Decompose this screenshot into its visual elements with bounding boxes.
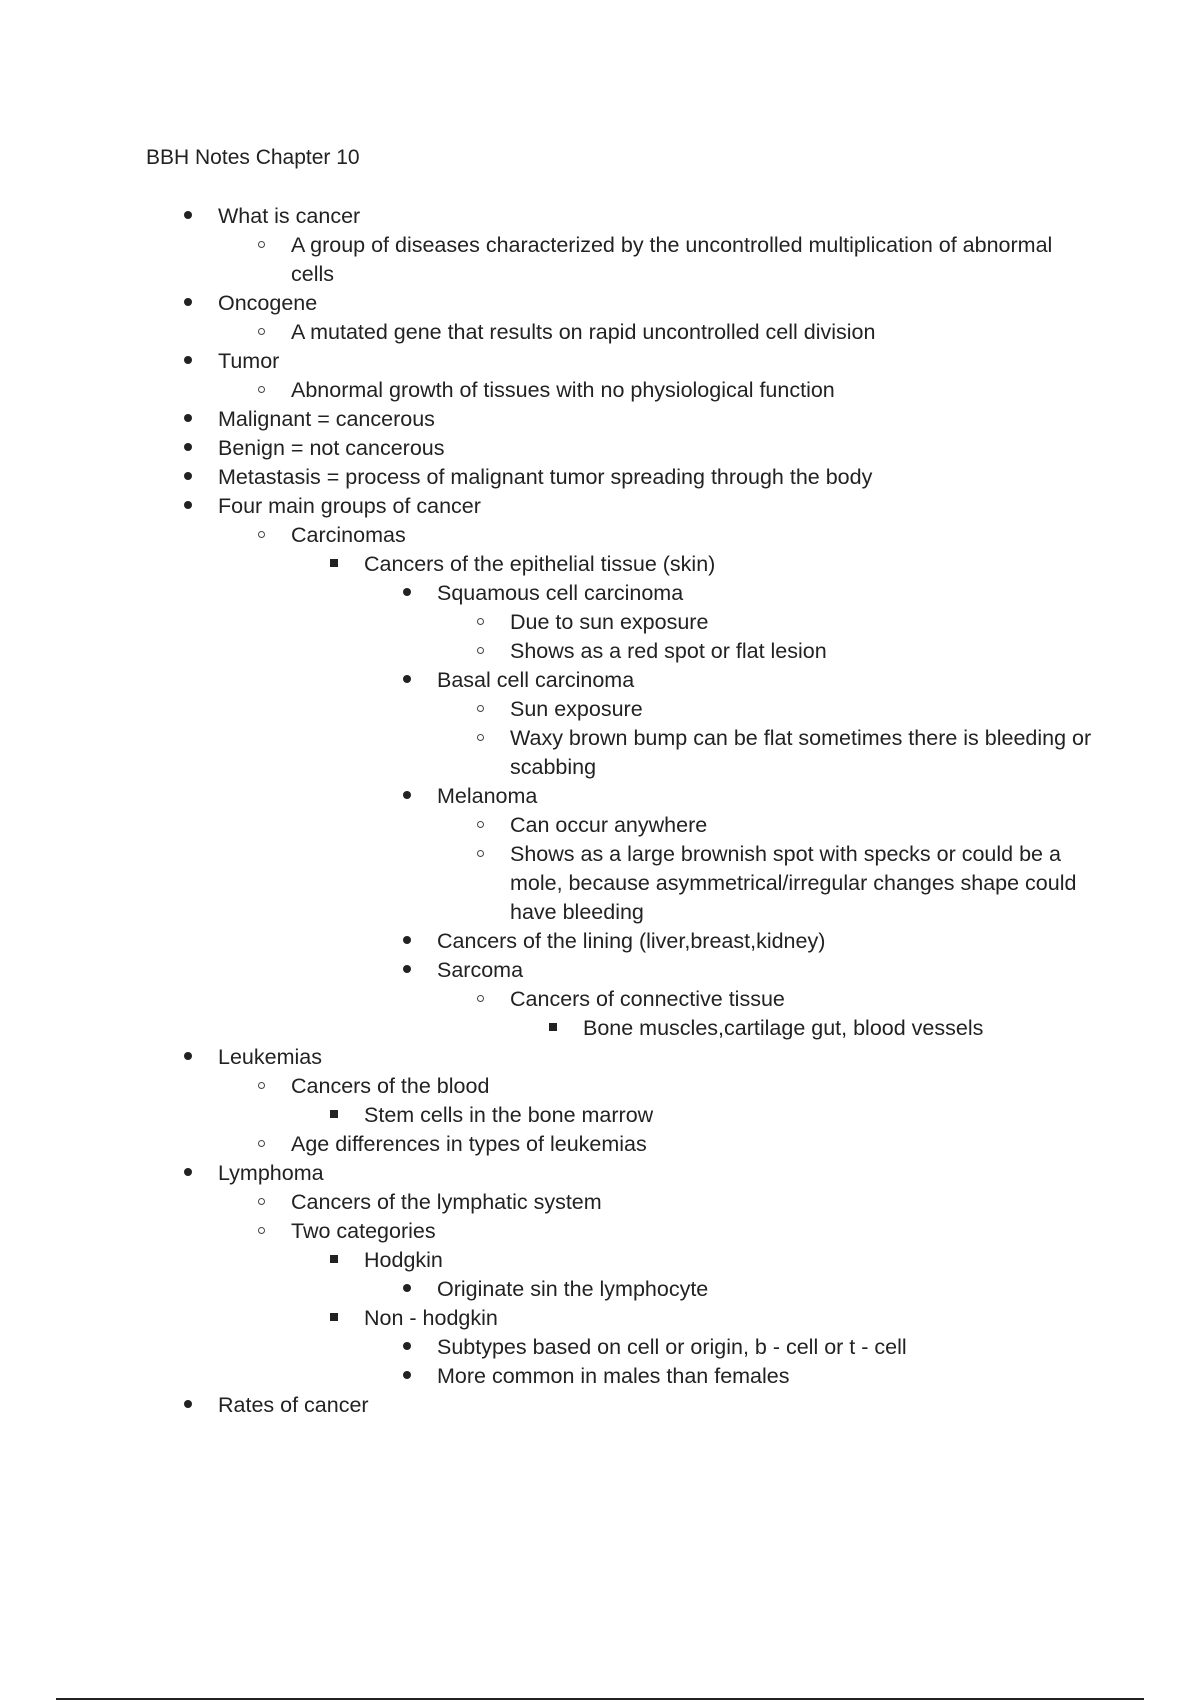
list-item: Squamous cell carcinoma — [0, 579, 1200, 608]
list-item: Cancers of the epithelial tissue (skin) — [0, 550, 1200, 579]
list-item: Shows as a red spot or flat lesion — [0, 637, 1200, 666]
list-item: Waxy brown bump can be flat sometimes there is bleeding or scabbing — [0, 724, 1200, 782]
bullet-square-icon — [324, 1304, 344, 1333]
bullet-circle-icon — [251, 1130, 271, 1159]
bullet-circle-icon — [251, 1188, 271, 1217]
bullet-dot-icon — [397, 927, 417, 956]
bullet-circle-icon — [251, 318, 271, 347]
list-item: Originate sin the lymphocyte — [0, 1275, 1200, 1304]
notes-outline — [0, 202, 1200, 1420]
list-item: Cancers of the lymphatic system — [0, 1188, 1200, 1217]
list-item: Melanoma — [0, 782, 1200, 811]
bullet-circle-icon — [470, 608, 490, 637]
list-item: Sarcoma — [0, 956, 1200, 985]
list-item: Bone muscles,cartilage gut, blood vessels — [0, 1014, 1200, 1043]
list-item: Leukemias — [0, 1043, 1200, 1072]
bullet-circle-icon — [251, 1217, 271, 1246]
list-item: Malignant = cancerous — [0, 405, 1200, 434]
list-item: What is cancer — [0, 202, 1200, 231]
bullet-square-icon — [543, 1014, 563, 1043]
bullet-square-icon — [324, 1101, 344, 1130]
bullet-dot-icon — [397, 956, 417, 985]
bullet-dot-icon — [178, 1391, 198, 1420]
bullet-dot-icon — [178, 347, 198, 376]
bullet-dot-icon — [178, 202, 198, 231]
list-item: Subtypes based on cell or origin, b - cell or t - cell — [0, 1333, 1200, 1362]
bullet-circle-icon — [470, 637, 490, 666]
list-item: More common in males than females — [0, 1362, 1200, 1391]
page-title: BBH Notes Chapter 10 — [146, 146, 360, 169]
bullet-dot-icon — [178, 492, 198, 521]
bullet-dot-icon — [397, 1362, 417, 1391]
list-item: Stem cells in the bone marrow — [0, 1101, 1200, 1130]
list-item: Rates of cancer — [0, 1391, 1200, 1420]
list-item: Carcinomas — [0, 521, 1200, 550]
bullet-square-icon — [324, 550, 344, 579]
bullet-dot-icon — [178, 463, 198, 492]
list-item: Tumor — [0, 347, 1200, 376]
bullet-square-icon — [324, 1246, 344, 1275]
list-item: Abnormal growth of tissues with no physiological function — [0, 376, 1200, 405]
bullet-dot-icon — [178, 1043, 198, 1072]
bullet-circle-icon — [470, 695, 490, 724]
list-item: A group of diseases characterized by the uncontrolled multiplication of abnormal cells — [0, 231, 1200, 289]
bullet-dot-icon — [178, 405, 198, 434]
list-item: Basal cell carcinoma — [0, 666, 1200, 695]
bullet-circle-icon — [470, 840, 490, 869]
bullet-circle-icon — [251, 1072, 271, 1101]
bullet-circle-icon — [470, 811, 490, 840]
list-item: Due to sun exposure — [0, 608, 1200, 637]
bullet-circle-icon — [251, 231, 271, 260]
bullet-dot-icon — [397, 1333, 417, 1362]
list-item: Two categories — [0, 1217, 1200, 1246]
bullet-dot-icon — [178, 434, 198, 463]
bullet-circle-icon — [251, 521, 271, 550]
list-item: Age differences in types of leukemias — [0, 1130, 1200, 1159]
bullet-dot-icon — [397, 579, 417, 608]
list-item: Sun exposure — [0, 695, 1200, 724]
bullet-circle-icon — [470, 985, 490, 1014]
bullet-dot-icon — [397, 666, 417, 695]
bullet-circle-icon — [251, 376, 271, 405]
list-item: Four main groups of cancer — [0, 492, 1200, 521]
bullet-dot-icon — [178, 1159, 198, 1188]
list-item: Shows as a large brownish spot with specks or could be a mole, because asymmetrical/irregular changes shape could have bleeding — [0, 840, 1200, 927]
list-item: Non - hodgkin — [0, 1304, 1200, 1333]
list-item: Cancers of the lining (liver,breast,kidney) — [0, 927, 1200, 956]
list-item: Benign = not cancerous — [0, 434, 1200, 463]
bullet-dot-icon — [397, 1275, 417, 1304]
list-item: Cancers of the blood — [0, 1072, 1200, 1101]
bullet-circle-icon — [470, 724, 490, 753]
list-item: Oncogene — [0, 289, 1200, 318]
bullet-dot-icon — [397, 782, 417, 811]
list-item: Can occur anywhere — [0, 811, 1200, 840]
list-item: Lymphoma — [0, 1159, 1200, 1188]
list-item: Cancers of connective tissue — [0, 985, 1200, 1014]
bullet-dot-icon — [178, 289, 198, 318]
list-item: A mutated gene that results on rapid uncontrolled cell division — [0, 318, 1200, 347]
list-item: Metastasis = process of malignant tumor spreading through the body — [0, 463, 1200, 492]
list-item: Hodgkin — [0, 1246, 1200, 1275]
